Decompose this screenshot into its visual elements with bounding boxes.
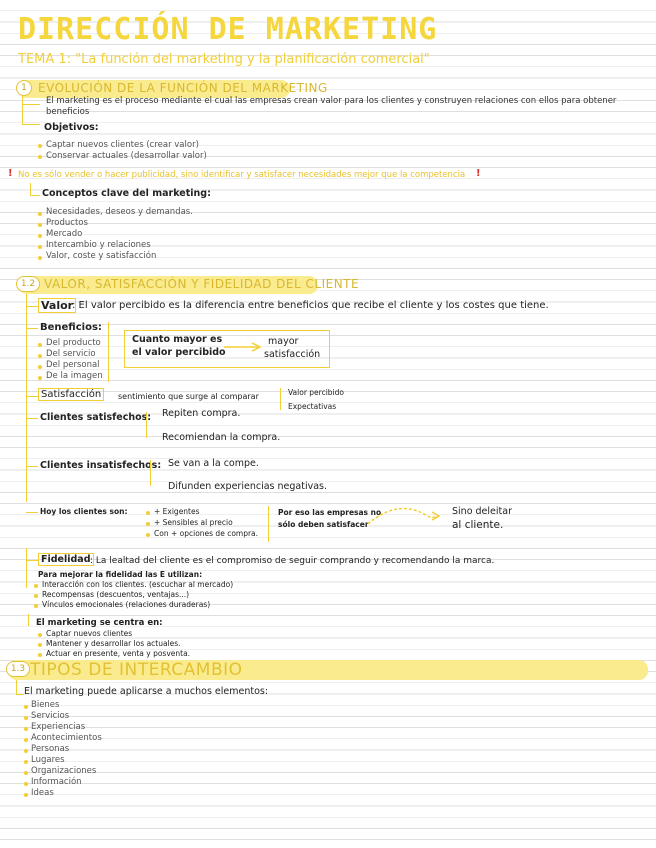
intercambio-item: Ideas — [31, 788, 54, 798]
arrow-icon — [224, 342, 264, 352]
satisfaccion-label: Satisfacción — [38, 388, 104, 401]
warning-mark-left: ! — [8, 168, 13, 179]
fidelidad-label: Fidelidad — [38, 553, 94, 566]
centra-item: Mantener y desarrollar los actuales. — [46, 639, 181, 648]
s1-definition: El marketing es el proceso mediante el cual las empresas crean valor para los clientes y construyen relaciones con ellos para obtener — [46, 96, 617, 106]
intercambio-item: Experiencias — [31, 722, 86, 732]
hoy-label: Hoy los clientes son: — [40, 507, 128, 516]
conceptos-label: Conceptos clave del marketing: — [42, 188, 211, 199]
deleitar-line1: Sino deleitar — [452, 506, 512, 517]
s1-definition-cont: beneficios — [46, 107, 90, 117]
box-right-line2: satisfacción — [264, 349, 321, 360]
insatisfechos-label: Clientes insatisfechos: — [40, 460, 162, 471]
warning-mark-right: ! — [476, 168, 481, 179]
intercambio-item: Personas — [31, 744, 70, 754]
mejorar-item: Recompensas (descuentos, ventajas...) — [42, 590, 190, 599]
intercambio-item: Bienes — [31, 700, 60, 710]
concepto-item: Necesidades, deseos y demandas. — [46, 207, 193, 217]
section-2-number: 1.2 — [16, 276, 40, 292]
satisfechos-repiten: Repiten compra. — [162, 408, 241, 419]
insatisfechos-difunden: Difunden experiencias negativas. — [168, 481, 327, 492]
box-right-line1: mayor — [268, 336, 299, 347]
mejorar-item: Vínculos emocionales (relaciones duraderas) — [42, 600, 211, 609]
curved-arrow-icon — [366, 504, 444, 528]
satisfaccion-expectativas: Expectativas — [288, 402, 337, 411]
s1-warning: No es sólo vender o hacer publicidad, sino identificar y satisfacer necesidades mejor que la competencia — [18, 170, 466, 180]
s3-intro: El marketing puede aplicarse a muchos elementos: — [24, 686, 269, 697]
centra-label: El marketing se centra en: — [36, 618, 163, 628]
satisfaccion-definition: sentimiento que surge al comparar — [118, 392, 259, 401]
intercambio-item: Acontecimientos — [31, 733, 102, 743]
centra-item: Actuar en presente, venta y posventa. — [46, 649, 191, 658]
beneficios-label: Beneficios: — [40, 322, 102, 333]
beneficio-item: Del producto — [46, 338, 101, 348]
mejorar-item: Interacción con los clientes. (escuchar al mercado) — [42, 580, 234, 589]
centra-item: Captar nuevos clientes — [46, 629, 133, 638]
page-title: DIRECCIÓN DE MARKETING — [18, 12, 438, 47]
satisfaccion-valor: Valor percibido — [288, 388, 344, 397]
valor-definition: : El valor percibido es la diferencia entre beneficios que recibe el cliente y los costes que tiene. — [72, 300, 549, 311]
intercambio-item: Organizaciones — [31, 766, 97, 776]
objetivo-item: Captar nuevos clientes (crear valor) — [46, 140, 199, 150]
satisfechos-label: Clientes satisfechos: — [40, 412, 152, 423]
por-eso-line2: sólo deben satisfacer — [278, 520, 369, 529]
intercambio-item: Información — [31, 777, 82, 787]
intercambio-item: Lugares — [31, 755, 65, 765]
concepto-item: Valor, coste y satisfacción — [46, 251, 157, 261]
section-1-title: EVOLUCIÓN DE LA FUNCIÓN DEL MARKETING — [38, 81, 328, 95]
deleitar-line2: al cliente. — [452, 519, 504, 531]
concepto-item: Productos — [46, 218, 88, 228]
concepto-item: Mercado — [46, 229, 83, 239]
satisfechos-recomiendan: Recomiendan la compra. — [162, 432, 281, 443]
page-subtitle: TEMA 1: "La función del marketing y la planificación comercial" — [18, 52, 430, 67]
hoy-item: Con + opciones de compra. — [154, 529, 259, 538]
objetivo-item: Conservar actuales (desarrollar valor) — [46, 151, 207, 161]
box-left-line2: el valor percibido — [132, 347, 226, 358]
section-3-number: 1.3 — [6, 661, 30, 677]
section-1-number: 1 — [16, 80, 32, 96]
intercambio-item: Servicios — [31, 711, 70, 721]
fidelidad-definition: : La lealtad del cliente es el compromiso de seguir comprando y recomendando la marca. — [90, 556, 495, 566]
objetivos-label: Objetivos: — [44, 122, 99, 133]
beneficio-item: Del personal — [46, 360, 100, 370]
beneficio-item: Del servicio — [46, 349, 96, 359]
box-left-line1: Cuanto mayor es — [132, 334, 223, 345]
beneficio-item: De la imagen — [46, 371, 103, 381]
concepto-item: Intercambio y relaciones — [46, 240, 151, 250]
hoy-item: + Sensibles al precio — [154, 518, 233, 527]
hoy-item: + Exigentes — [154, 507, 200, 516]
valor-label: Valor — [38, 298, 76, 313]
section-3-title: TIPOS DE INTERCAMBIO — [30, 660, 243, 680]
mejorar-label: Para mejorar la fidelidad las E utilizan: — [38, 570, 203, 579]
por-eso-line1: Por eso las empresas no — [278, 508, 382, 517]
insatisfechos-se-van: Se van a la compe. — [168, 458, 259, 469]
section-2-title: VALOR, SATISFACCIÓN Y FIDELIDAD DEL CLIENTE — [44, 277, 360, 291]
